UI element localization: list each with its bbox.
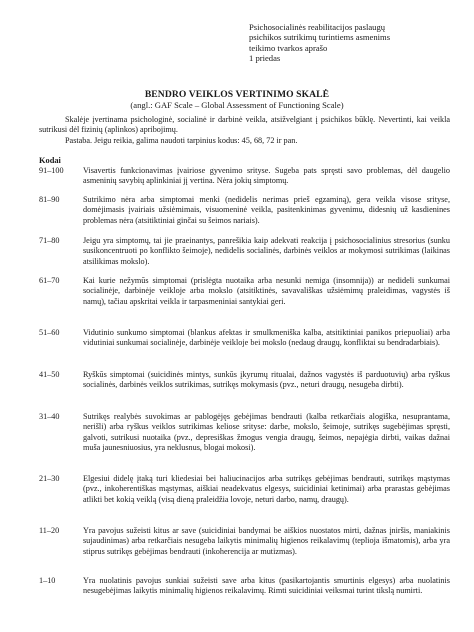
row-description: Visavertis funkcionavimas įvairiose gyvenimo srityse. Sugeba pats spręsti savo problemas, dėl daugelio asmeninių savybių aplinkiniai jį vertina. Nėra jokių simptomų. (83, 166, 450, 186)
row-description: Yra nuolatinis pavojus sunkiai sužeisti save arba kitus (pasikartojantis smurtinis elgesys) arba nuolatinis nesugebėjimas laikytis minimalių higienos reikalavimų. Rimti suicidiniai veiksmai turint tikslą numirti. (83, 576, 450, 596)
row-code: 61–70 (39, 276, 60, 285)
codes-heading: Kodai (39, 156, 61, 165)
row-description: Yra pavojus sužeisti kitus ar save (suicidiniai bandymai be aiškios nuostatos mirti, dažnas įniršis, maniakinis sujaudinimas) arba retkarčiais nesugeba laikytis minimalių higienos reikalavimų (teplioja išmatomis), arba yra stiprus sutrikęs gebėjimas bendrauti (inkoherencija ar mutizmas). (83, 526, 450, 556)
document-title: BENDRO VEIKLOS VERTINIMO SKALĖ (144, 89, 330, 100)
intro-note: Pastaba. Jeigu reikia, galima naudoti tarpinius kodus: 45, 68, 72 ir pan. (65, 135, 298, 145)
row-description: Jeigu yra simptomų, tai jie praeinantys, panrešikia kaip adekvati reakcija į psichosocialinius stresorius (sunku susikoncentruoti po konflikto šeimoje), nedidelis socialinės, darbinės veiklos ar mokymosi sutrikimas (laikinas atsilikimas mokslo). (83, 236, 450, 266)
intro-text (39, 115, 450, 146)
row-code: 51–60 (39, 328, 60, 337)
row-description: Sutrikęs realybės suvokimas ar pablogėjęs gebėjimas bendrauti (kalba retkarčiais alogiška, nesuprantama, nerišli) arba ryškus veiklos sutrikimas keliose srityse: darbe, mokslo, šeimoje, sutrikęs sugebėjimas spręsti, galvoti, sutrikusi nuotaika (pvz., depresiškas žmogus vengia draugų, šeimos, nepajėgia dirbti, vaikas dažnai muša jaunesniuosius, yra neklusnus, blogai mokosi). (83, 412, 450, 453)
row-code: 91–100 (39, 166, 64, 175)
document-subtitle: (angl.: GAF Scale – Global Assessment of Functioning Scale) (130, 99, 344, 110)
row-code: 71–80 (39, 236, 60, 245)
header-line: teikimo tvarkos aprašo (249, 42, 328, 53)
row-code: 81–90 (39, 195, 60, 204)
intro-paragraph: Skalėje įvertinama psichologinė, socialinė ir darbinė veikla, atsižvelgiant į psichikos būklę. Nevertinti, kai veikla sutrikusi dėl fizinių (aplinkos) apribojimų. (39, 115, 450, 135)
row-description: Elgesiui didelę įtaką turi kliedesiai bei haliucinacijos arba sutrikęs gebėjimas bendrauti, sutrikęs mąstymas (pvz., inkoherentiškas mąstymas, aiškiai neadekvatus elgesys, suicidiniai ketinimai) arba prarastas gebėjimas atlikti bet kokią veiklą (visą dieną praleidžia lovoje, neturi darbo, namų, draugų). (83, 474, 450, 504)
appendix-header (249, 22, 459, 64)
row-code: 11–20 (39, 526, 60, 535)
row-code: 41–50 (39, 370, 60, 379)
row-code: 21–30 (39, 474, 60, 483)
row-description: Kai kurie nežymūs simptomai (prislėgta nuotaika arba nesunki nemiga (insomnija)) ar nedideli sunkumai socialinėje, darbinėje veikloje arba mokslo (atsitiktinės, savavališkas užsiėmimų praleidimas, vagystės iš namų), tačiau apskritai veikla ir tarpasmeniniai santykiai geri. (83, 276, 450, 306)
header-line: Psichosocialinės reabilitacijos paslaugų (249, 22, 386, 32)
row-description: Ryškūs simptomai (suicidinės mintys, sunkūs įkyrumų ritualai, dažnos vagystės iš parduotuvių) arba ryškus socialinės, darbinės veiklos sutrikimas, sutrikęs mokymasis (pvz., neturi draugų, nesugeba dirbti). (83, 370, 450, 390)
row-code: 31–40 (39, 412, 60, 421)
row-description: Sutrikimo nėra arba simptomai menki (nedidelis nerimas prieš egzaminą), gera veikla visose srityse, domėjimasis įvairiais užsiėmimais, visuomeninė veikla, pasitenkinimas gyvenimu, didesnių už kasdienines problemas nėra (atsitiktiniai ginčai su šeimos nariais). (83, 195, 450, 225)
row-description: Vidutinio sunkumo simptomai (blankus afektas ir smulkmeniška kalba, atsitiktiniai panikos priepuoliai) arba vidutiniai sunkumai socialinėje, darbinėje veikloje bei mokslo (nedaug draugų, konfliktai su bendradarbiais). (83, 328, 450, 348)
header-line: 1 priedas (249, 53, 281, 64)
row-code: 1–10 (39, 576, 56, 585)
header-line: psichikos sutrikimų turintiems asmenims (249, 32, 391, 43)
